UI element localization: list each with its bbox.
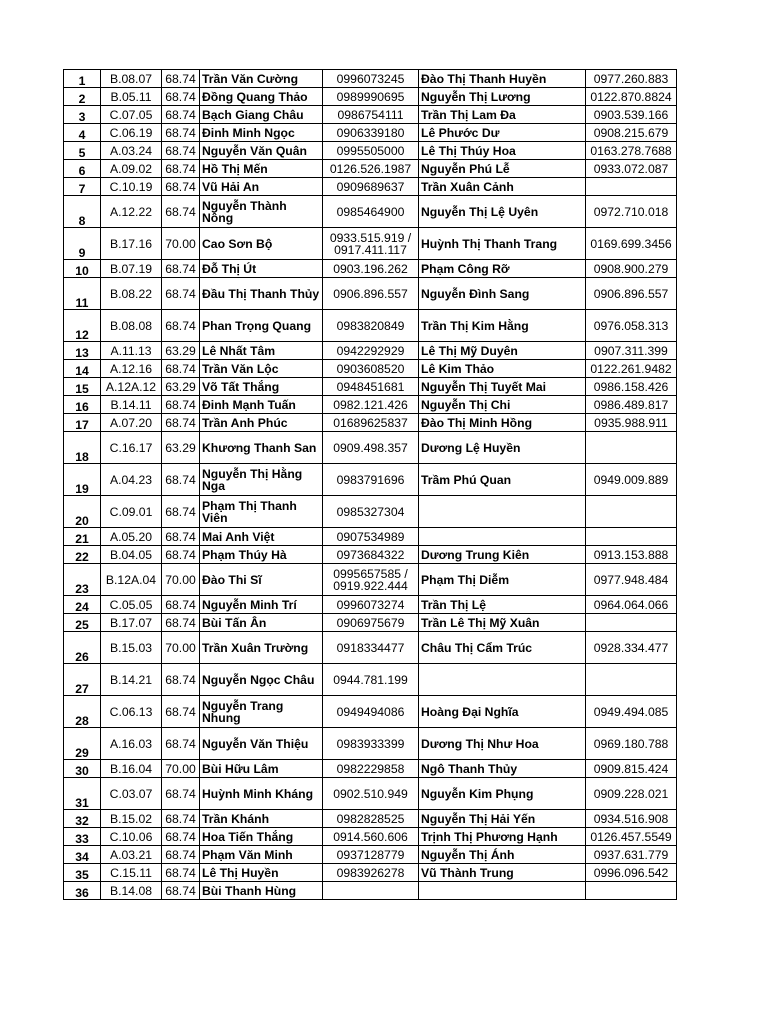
owners-table (63, 69, 677, 900)
owner-phone: 0986754111 (323, 106, 419, 124)
owner-phone: 0995505000 (323, 142, 419, 160)
owner-name: Huỳnh Minh Kháng (200, 778, 323, 810)
co-owner-name: Dương Trung Kiên (419, 546, 586, 564)
owner-phone: 0903.196.262 (323, 260, 419, 278)
co-owner-phone (586, 432, 677, 464)
owner-phone: 0983933399 (323, 728, 419, 760)
apartment-code: B.14.21 (101, 664, 162, 696)
table-row (64, 142, 677, 160)
apartment-code: A.16.03 (101, 728, 162, 760)
co-owner-phone (586, 496, 677, 528)
row-number: 16 (64, 396, 101, 414)
owner-name: Phạm Thúy Hà (200, 546, 323, 564)
owner-phone: 0996073245 (323, 70, 419, 88)
co-owner-phone (586, 528, 677, 546)
area-value: 63.29 (162, 432, 200, 464)
owner-phone: 0937128779 (323, 846, 419, 864)
co-owner-phone: 0909.228.021 (586, 778, 677, 810)
owner-name: Bạch Giang Châu (200, 106, 323, 124)
area-value: 68.74 (162, 160, 200, 178)
area-value: 68.74 (162, 310, 200, 342)
table-row (64, 378, 677, 396)
co-owner-name: Dương Lệ Huyền (419, 432, 586, 464)
apartment-code: B.16.04 (101, 760, 162, 778)
row-number: 34 (64, 846, 101, 864)
owner-phone: 0909.498.357 (323, 432, 419, 464)
area-value: 68.74 (162, 828, 200, 846)
table-row (64, 414, 677, 432)
owner-phone (323, 882, 419, 900)
owner-phone: 0983926278 (323, 864, 419, 882)
table-row (64, 882, 677, 900)
apartment-code: B.17.16 (101, 228, 162, 260)
row-number: 3 (64, 106, 101, 124)
owner-phone: 0983820849 (323, 310, 419, 342)
area-value: 63.29 (162, 342, 200, 360)
table-row (64, 846, 677, 864)
co-owner-phone: 0977.948.484 (586, 564, 677, 596)
apartment-code: B.07.19 (101, 260, 162, 278)
co-owner-phone: 0964.064.066 (586, 596, 677, 614)
owner-phone: 0907534989 (323, 528, 419, 546)
co-owner-name (419, 496, 586, 528)
row-number: 6 (64, 160, 101, 178)
co-owner-phone: 0913.153.888 (586, 546, 677, 564)
row-number: 25 (64, 614, 101, 632)
co-owner-name: Nguyễn Thị Lương (419, 88, 586, 106)
table-row (64, 528, 677, 546)
owner-name: Nguyễn Minh Trí (200, 596, 323, 614)
row-number: 31 (64, 778, 101, 810)
co-owner-phone (586, 882, 677, 900)
co-owner-name: Lê Phước Dư (419, 124, 586, 142)
co-owner-name: Trần Thị Lệ (419, 596, 586, 614)
table-row (64, 278, 677, 310)
apartment-code: B.14.11 (101, 396, 162, 414)
apartment-code: C.10.06 (101, 828, 162, 846)
apartment-code: C.10.19 (101, 178, 162, 196)
row-number: 21 (64, 528, 101, 546)
area-value: 68.74 (162, 664, 200, 696)
co-owner-phone: 0976.058.313 (586, 310, 677, 342)
owner-name: Lê Thị Huyền (200, 864, 323, 882)
owner-name: Đào Thi Sĩ (200, 564, 323, 596)
row-number: 30 (64, 760, 101, 778)
apartment-code: B.05.11 (101, 88, 162, 106)
co-owner-name (419, 664, 586, 696)
table-row (64, 88, 677, 106)
area-value: 68.74 (162, 278, 200, 310)
row-number: 18 (64, 432, 101, 464)
apartment-code: B.08.08 (101, 310, 162, 342)
co-owner-phone (586, 178, 677, 196)
co-owner-name: Trần Thị Lam Đa (419, 106, 586, 124)
table-row (64, 546, 677, 564)
area-value: 68.74 (162, 178, 200, 196)
area-value: 68.74 (162, 142, 200, 160)
area-value: 68.74 (162, 396, 200, 414)
row-number: 23 (64, 564, 101, 596)
apartment-code: A.03.21 (101, 846, 162, 864)
row-number: 32 (64, 810, 101, 828)
co-owner-phone: 0977.260.883 (586, 70, 677, 88)
owner-name: Vũ Hải An (200, 178, 323, 196)
co-owner-phone: 0928.334.477 (586, 632, 677, 664)
row-number: 5 (64, 142, 101, 160)
owner-name: Nguyễn Thành Nông (200, 196, 323, 228)
co-owner-phone: 0935.988.911 (586, 414, 677, 432)
co-owner-phone: 0908.900.279 (586, 260, 677, 278)
area-value: 68.74 (162, 414, 200, 432)
table-row (64, 360, 677, 378)
area-value: 70.00 (162, 228, 200, 260)
table-row (64, 564, 677, 596)
table-row (64, 70, 677, 88)
co-owner-phone: 0122.261.9482 (586, 360, 677, 378)
table-row (64, 496, 677, 528)
apartment-code: C.09.01 (101, 496, 162, 528)
owner-phone: 0996073274 (323, 596, 419, 614)
apartment-code: C.07.05 (101, 106, 162, 124)
apartment-code: A.05.20 (101, 528, 162, 546)
owner-phone: 0982.121.426 (323, 396, 419, 414)
co-owner-name: Lê Thị Thúy Hoa (419, 142, 586, 160)
co-owner-name: Nguyễn Phú Lễ (419, 160, 586, 178)
owner-phone: 0909689637 (323, 178, 419, 196)
row-number: 28 (64, 696, 101, 728)
area-value: 68.74 (162, 882, 200, 900)
area-value: 68.74 (162, 196, 200, 228)
apartment-code: A.12.16 (101, 360, 162, 378)
area-value: 70.00 (162, 760, 200, 778)
co-owner-phone: 0909.815.424 (586, 760, 677, 778)
area-value: 68.74 (162, 614, 200, 632)
owner-phone: 0982828525 (323, 810, 419, 828)
area-value: 68.74 (162, 88, 200, 106)
table-row (64, 464, 677, 496)
row-number: 12 (64, 310, 101, 342)
co-owner-name: Phạm Công Rỡ (419, 260, 586, 278)
co-owner-phone: 0949.009.889 (586, 464, 677, 496)
table-row (64, 432, 677, 464)
area-value: 68.74 (162, 546, 200, 564)
owner-phone: 0944.781.199 (323, 664, 419, 696)
area-value: 70.00 (162, 564, 200, 596)
apartment-code: A.09.02 (101, 160, 162, 178)
area-value: 68.74 (162, 360, 200, 378)
row-number: 36 (64, 882, 101, 900)
co-owner-phone: 0169.699.3456 (586, 228, 677, 260)
apartment-code: B.14.08 (101, 882, 162, 900)
co-owner-phone (586, 664, 677, 696)
owner-phone: 0949494086 (323, 696, 419, 728)
co-owner-name: Huỳnh Thị Thanh Trang (419, 228, 586, 260)
table-row (64, 196, 677, 228)
apartment-code: C.03.07 (101, 778, 162, 810)
owner-phone: 0918334477 (323, 632, 419, 664)
co-owner-name: Nguyễn Thị Hải Yến (419, 810, 586, 828)
owner-name: Đầu Thị Thanh Thủy (200, 278, 323, 310)
row-number: 14 (64, 360, 101, 378)
table-row (64, 614, 677, 632)
owner-phone: 0948451681 (323, 378, 419, 396)
co-owner-name: Hoàng Đại Nghĩa (419, 696, 586, 728)
row-number: 24 (64, 596, 101, 614)
owner-name: Trần Văn Lộc (200, 360, 323, 378)
co-owner-name: Đào Thị Thanh Huyền (419, 70, 586, 88)
table-row (64, 178, 677, 196)
area-value: 68.74 (162, 124, 200, 142)
row-number: 19 (64, 464, 101, 496)
owner-phone: 0126.526.1987 (323, 160, 419, 178)
co-owner-name: Nguyễn Kim Phụng (419, 778, 586, 810)
owner-name: Nguyễn Văn Thiệu (200, 728, 323, 760)
table-row (64, 778, 677, 810)
owner-phone: 0983791696 (323, 464, 419, 496)
area-value: 68.74 (162, 864, 200, 882)
owner-phone: 0902.510.949 (323, 778, 419, 810)
co-owner-phone (586, 614, 677, 632)
apartment-code: A.07.20 (101, 414, 162, 432)
table-row (64, 696, 677, 728)
co-owner-phone: 0996.096.542 (586, 864, 677, 882)
owner-phone: 0914.560.606 (323, 828, 419, 846)
owner-name: Phạm Văn Minh (200, 846, 323, 864)
row-number: 17 (64, 414, 101, 432)
apartment-code: C.05.05 (101, 596, 162, 614)
apartment-code: A.04.23 (101, 464, 162, 496)
owner-name: Hồ Thị Mến (200, 160, 323, 178)
apartment-code: C.15.11 (101, 864, 162, 882)
area-value: 68.74 (162, 464, 200, 496)
owner-phone: 0973684322 (323, 546, 419, 564)
row-number: 35 (64, 864, 101, 882)
row-number: 27 (64, 664, 101, 696)
owner-name: Đỗ Thị Út (200, 260, 323, 278)
area-value: 68.74 (162, 106, 200, 124)
table-row (64, 228, 677, 260)
area-value: 70.00 (162, 632, 200, 664)
co-owner-name: Lê Kim Thảo (419, 360, 586, 378)
co-owner-name: Nguyễn Thị Chi (419, 396, 586, 414)
owner-name: Đồng Quang Thảo (200, 88, 323, 106)
apartment-code: B.08.22 (101, 278, 162, 310)
co-owner-name: Ngô Thanh Thủy (419, 760, 586, 778)
apartment-code: C.06.13 (101, 696, 162, 728)
owner-phone: 0933.515.919 / 0917.411.117 (323, 228, 419, 260)
owner-name: Trần Khánh (200, 810, 323, 828)
table-row (64, 728, 677, 760)
area-value: 68.74 (162, 528, 200, 546)
table-row (64, 160, 677, 178)
table-body (64, 70, 677, 900)
row-number: 22 (64, 546, 101, 564)
co-owner-name: Trần Xuân Cảnh (419, 178, 586, 196)
row-number: 7 (64, 178, 101, 196)
row-number: 10 (64, 260, 101, 278)
table-row (64, 310, 677, 342)
area-value: 68.74 (162, 846, 200, 864)
owner-name: Trần Văn Cường (200, 70, 323, 88)
owner-phone: 0942292929 (323, 342, 419, 360)
owner-name: Đinh Mạnh Tuấn (200, 396, 323, 414)
co-owner-name: Nguyễn Thị Tuyết Mai (419, 378, 586, 396)
row-number: 1 (64, 70, 101, 88)
co-owner-name: Trần Thị Kim Hằng (419, 310, 586, 342)
co-owner-phone: 0906.896.557 (586, 278, 677, 310)
co-owner-phone: 0163.278.7688 (586, 142, 677, 160)
apartment-code: B.12A.04 (101, 564, 162, 596)
owner-phone: 0906339180 (323, 124, 419, 142)
owner-name: Bùi Hữu Lâm (200, 760, 323, 778)
owner-name: Nguyễn Ngọc Châu (200, 664, 323, 696)
owner-name: Lê Nhất Tâm (200, 342, 323, 360)
apartment-code: B.08.07 (101, 70, 162, 88)
row-number: 9 (64, 228, 101, 260)
co-owner-phone: 0986.158.426 (586, 378, 677, 396)
apartment-code: A.11.13 (101, 342, 162, 360)
area-value: 68.74 (162, 696, 200, 728)
co-owner-phone: 0969.180.788 (586, 728, 677, 760)
owner-phone: 0995657585 / 0919.922.444 (323, 564, 419, 596)
owner-name: Nguyễn Thị Hằng Nga (200, 464, 323, 496)
owner-name: Nguyễn Văn Quân (200, 142, 323, 160)
apartment-code: C.06.19 (101, 124, 162, 142)
row-number: 13 (64, 342, 101, 360)
apartment-code: A.12A.12 (101, 378, 162, 396)
owner-name: Hoa Tiến Thắng (200, 828, 323, 846)
table-row (64, 632, 677, 664)
owner-name: Cao Sơn Bộ (200, 228, 323, 260)
co-owner-name (419, 882, 586, 900)
owner-name: Bùi Tấn Ân (200, 614, 323, 632)
table-row (64, 106, 677, 124)
owner-name: Đinh Minh Ngọc (200, 124, 323, 142)
row-number: 4 (64, 124, 101, 142)
co-owner-phone: 0949.494.085 (586, 696, 677, 728)
area-value: 63.29 (162, 378, 200, 396)
co-owner-name (419, 528, 586, 546)
co-owner-phone: 0972.710.018 (586, 196, 677, 228)
co-owner-name: Trầm Phú Quan (419, 464, 586, 496)
owner-phone: 0906.896.557 (323, 278, 419, 310)
co-owner-name: Nguyễn Thị Ánh (419, 846, 586, 864)
row-number: 20 (64, 496, 101, 528)
row-number: 33 (64, 828, 101, 846)
apartment-code: A.03.24 (101, 142, 162, 160)
row-number: 8 (64, 196, 101, 228)
co-owner-phone: 0126.457.5549 (586, 828, 677, 846)
co-owner-name: Phạm Thị Diễm (419, 564, 586, 596)
apartment-code: B.15.03 (101, 632, 162, 664)
apartment-code: B.04.05 (101, 546, 162, 564)
co-owner-name: Lê Thị Mỹ Duyên (419, 342, 586, 360)
area-value: 68.74 (162, 596, 200, 614)
co-owner-phone: 0903.539.166 (586, 106, 677, 124)
owner-name: Bùi Thanh Hùng (200, 882, 323, 900)
co-owner-phone: 0908.215.679 (586, 124, 677, 142)
apartment-code: B.15.02 (101, 810, 162, 828)
owner-name: Phan Trọng Quang (200, 310, 323, 342)
co-owner-phone: 0907.311.399 (586, 342, 677, 360)
co-owner-name: Dương Thị Như Hoa (419, 728, 586, 760)
owner-phone: 01689625837 (323, 414, 419, 432)
owner-phone: 0985464900 (323, 196, 419, 228)
row-number: 29 (64, 728, 101, 760)
co-owner-phone: 0986.489.817 (586, 396, 677, 414)
co-owner-name: Vũ Thành Trung (419, 864, 586, 882)
area-value: 68.74 (162, 728, 200, 760)
area-value: 68.74 (162, 810, 200, 828)
owner-phone: 0989990695 (323, 88, 419, 106)
owner-name: Mai Anh Việt (200, 528, 323, 546)
owner-name: Trần Anh Phúc (200, 414, 323, 432)
row-number: 15 (64, 378, 101, 396)
apartment-code: C.16.17 (101, 432, 162, 464)
co-owner-phone: 0934.516.908 (586, 810, 677, 828)
owner-phone: 0906975679 (323, 614, 419, 632)
table-row (64, 596, 677, 614)
owner-phone: 0985327304 (323, 496, 419, 528)
co-owner-phone: 0937.631.779 (586, 846, 677, 864)
co-owner-name: Đào Thị Minh Hồng (419, 414, 586, 432)
row-number: 11 (64, 278, 101, 310)
co-owner-phone: 0933.072.087 (586, 160, 677, 178)
apartment-code: B.17.07 (101, 614, 162, 632)
row-number: 2 (64, 88, 101, 106)
co-owner-phone: 0122.870.8824 (586, 88, 677, 106)
owner-name: Nguyễn Trang Nhung (200, 696, 323, 728)
table-row (64, 664, 677, 696)
co-owner-name: Trịnh Thị Phương Hạnh (419, 828, 586, 846)
row-number: 26 (64, 632, 101, 664)
area-value: 68.74 (162, 260, 200, 278)
area-value: 68.74 (162, 496, 200, 528)
owner-phone: 0903608520 (323, 360, 419, 378)
table-row (64, 864, 677, 882)
owner-name: Võ Tất Thắng (200, 378, 323, 396)
table-row (64, 342, 677, 360)
table-row (64, 260, 677, 278)
owner-name: Khương Thanh San (200, 432, 323, 464)
table-row (64, 810, 677, 828)
apartment-code: A.12.22 (101, 196, 162, 228)
owner-phone: 0982229858 (323, 760, 419, 778)
co-owner-name: Trần Lê Thị Mỹ Xuân (419, 614, 586, 632)
table-row (64, 828, 677, 846)
owner-name: Trần Xuân Trường (200, 632, 323, 664)
table-row (64, 760, 677, 778)
area-value: 68.74 (162, 70, 200, 88)
table-row (64, 124, 677, 142)
table-row (64, 396, 677, 414)
owner-name: Phạm Thị Thanh Viên (200, 496, 323, 528)
co-owner-name: Châu Thị Cẩm Trúc (419, 632, 586, 664)
co-owner-name: Nguyễn Thị Lệ Uyên (419, 196, 586, 228)
area-value: 68.74 (162, 778, 200, 810)
co-owner-name: Nguyễn Đình Sang (419, 278, 586, 310)
